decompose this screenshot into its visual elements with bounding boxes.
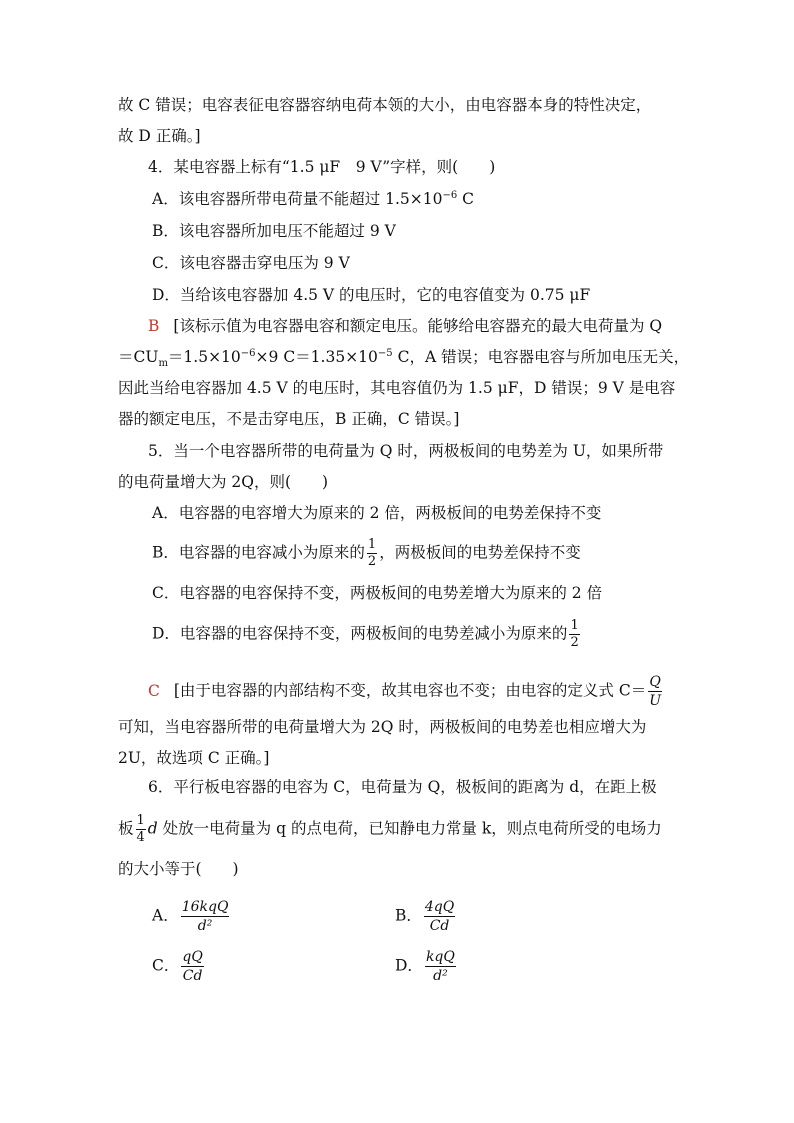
q6-stem-2-d: d: [147, 819, 158, 838]
q4-exp2-a: ＝CU: [118, 348, 159, 366]
q5-option-d: [152, 618, 712, 651]
q4-stem: 4．某电容器上标有“1.5 μF 9 V”字样，则( ): [148, 158, 496, 176]
q4-answer: B: [148, 317, 160, 335]
q4-exp2-sub: m: [158, 358, 168, 370]
q5-option-a: A．电容器的电容增大为原来的 2 倍，两极板间的电势差保持不变: [152, 504, 602, 522]
q6-option-a-label: A．: [152, 906, 179, 925]
q4-explanation-1-text: [该标示值为电容器电容和额定电压。能够给电容器充的最大电荷量为 Q: [173, 317, 663, 335]
q6-option-c-fraction: [181, 948, 203, 985]
fraction-denominator: Cd: [182, 968, 203, 984]
fraction-denominator: 4: [136, 830, 145, 845]
q5-explanation-fraction: [648, 673, 662, 710]
fraction-numerator: 1: [570, 618, 579, 633]
fraction-numerator: qQ: [182, 949, 203, 965]
fraction-denominator: d²: [433, 968, 448, 984]
carryover-line-1: 故 C 错误；电容表征电容器容纳电荷本领的大小，由电容器本身的特性决定，: [118, 96, 652, 114]
q6-stem-2: [118, 813, 678, 846]
q5-option-d-fraction: [569, 618, 579, 651]
q6-option-b-label: B．: [395, 906, 422, 925]
q6-stem-3: 的大小等于( ): [118, 860, 239, 878]
q4-option-a: [152, 188, 712, 210]
q5-option-d-pre: D．电容器的电容保持不变，两极板间的电势差减小为原来的: [152, 624, 568, 643]
q6-stem-1: 6．平行板电容器的电容为 C，电荷量为 Q，极板间的距离为 d，在距上极: [148, 778, 657, 796]
q4-option-a-exponent: −6: [442, 189, 458, 201]
q6-quarter-fraction: [136, 813, 146, 846]
q6-option-d-fraction: [425, 948, 456, 985]
q6-option-b-fraction: [424, 898, 455, 935]
carryover-line-2: 故 D 正确。]: [118, 127, 201, 145]
fraction-denominator: 2: [570, 635, 579, 650]
q5-explanation-2: 可知，当电容器所带的电荷量增大为 2Q 时，两极板间的电势差也相应增大为: [118, 718, 647, 736]
fraction-numerator: 16kqQ: [181, 899, 229, 915]
q5-option-b: [152, 537, 712, 570]
fraction-denominator: d²: [197, 918, 213, 934]
fraction-numerator: Q: [649, 674, 661, 690]
q5-stem-1: 5．当一个电容器所带的电荷量为 Q 时，两极板间的电势差为 U，如果所带: [148, 442, 664, 460]
q4-explanation-3: 因此当给电容器加 4.5 V 的电压时，其电容值仍为 1.5 μF，D 错误；9 V 是电容: [118, 379, 676, 397]
q5-explanation-1: [148, 673, 708, 710]
q6-option-d-label: D．: [395, 956, 423, 975]
q5-option-b-post: ，两极板间的电势差保持不变: [379, 543, 581, 562]
q4-explanation-2: [118, 346, 690, 370]
fraction-denominator: 2: [367, 554, 377, 569]
q4-exp2-exp1: −6: [240, 347, 256, 359]
q4-option-a-unit: C: [457, 190, 475, 208]
q4-exp2-b: ＝1.5×10: [167, 348, 241, 366]
q4-explanation-4: 器的额定电压，不是击穿电压，B 正确，C 错误。]: [118, 410, 460, 428]
fraction-numerator: 4qQ: [424, 899, 455, 915]
q5-answer: C: [148, 681, 160, 700]
q5-explanation-3: 2U，故选项 C 正确。]: [118, 749, 270, 767]
fraction-numerator: 1: [367, 537, 377, 552]
q4-exp2-c: ×9 C＝1.35×10: [255, 348, 378, 366]
q4-exp2-exp2: −5: [377, 347, 393, 359]
q5-explanation-1-text: [由于电容器的内部结构不变，故其电容也不变；由电容的定义式 C＝: [173, 681, 647, 700]
q4-exp2-d: C，A 错误；电容器电容与所加电压无关，: [392, 348, 690, 366]
q4-explanation-1: [148, 315, 708, 337]
q6-stem-2-pre: 板: [118, 819, 134, 838]
q5-option-b-fraction: [367, 537, 377, 570]
q5-stem-2: 的电荷量增大为 2Q，则( ): [118, 473, 329, 491]
q6-option-d: [395, 948, 655, 985]
q5-option-c: C．电容器的电容保持不变，两极板间的电势差增大为原来的 2 倍: [152, 584, 603, 602]
fraction-denominator: Cd: [429, 918, 450, 934]
fraction-numerator: 1: [136, 813, 145, 828]
q4-option-a-text: A．该电容器所带电荷量不能超过 1.5×10: [152, 190, 443, 208]
fraction-numerator: kqQ: [425, 949, 455, 965]
q6-option-c-label: C．: [152, 956, 180, 975]
q6-option-b: [395, 898, 655, 935]
q5-option-b-pre: B．电容器的电容减小为原来的: [152, 543, 365, 562]
q4-option-d: D．当给该电容器加 4.5 V 的电压时，它的电容值变为 0.75 μF: [152, 286, 591, 304]
q4-option-c: C．该电容器击穿电压为 9 V: [152, 254, 350, 272]
q6-option-a-fraction: [181, 898, 230, 935]
fraction-denominator: U: [649, 693, 662, 709]
q4-option-b: B．该电容器所加电压不能超过 9 V: [152, 222, 396, 240]
q6-stem-2-post: 处放一电荷量为 q 的点电荷，已知静电力常量 k，则点电荷所受的电场力: [157, 819, 662, 838]
